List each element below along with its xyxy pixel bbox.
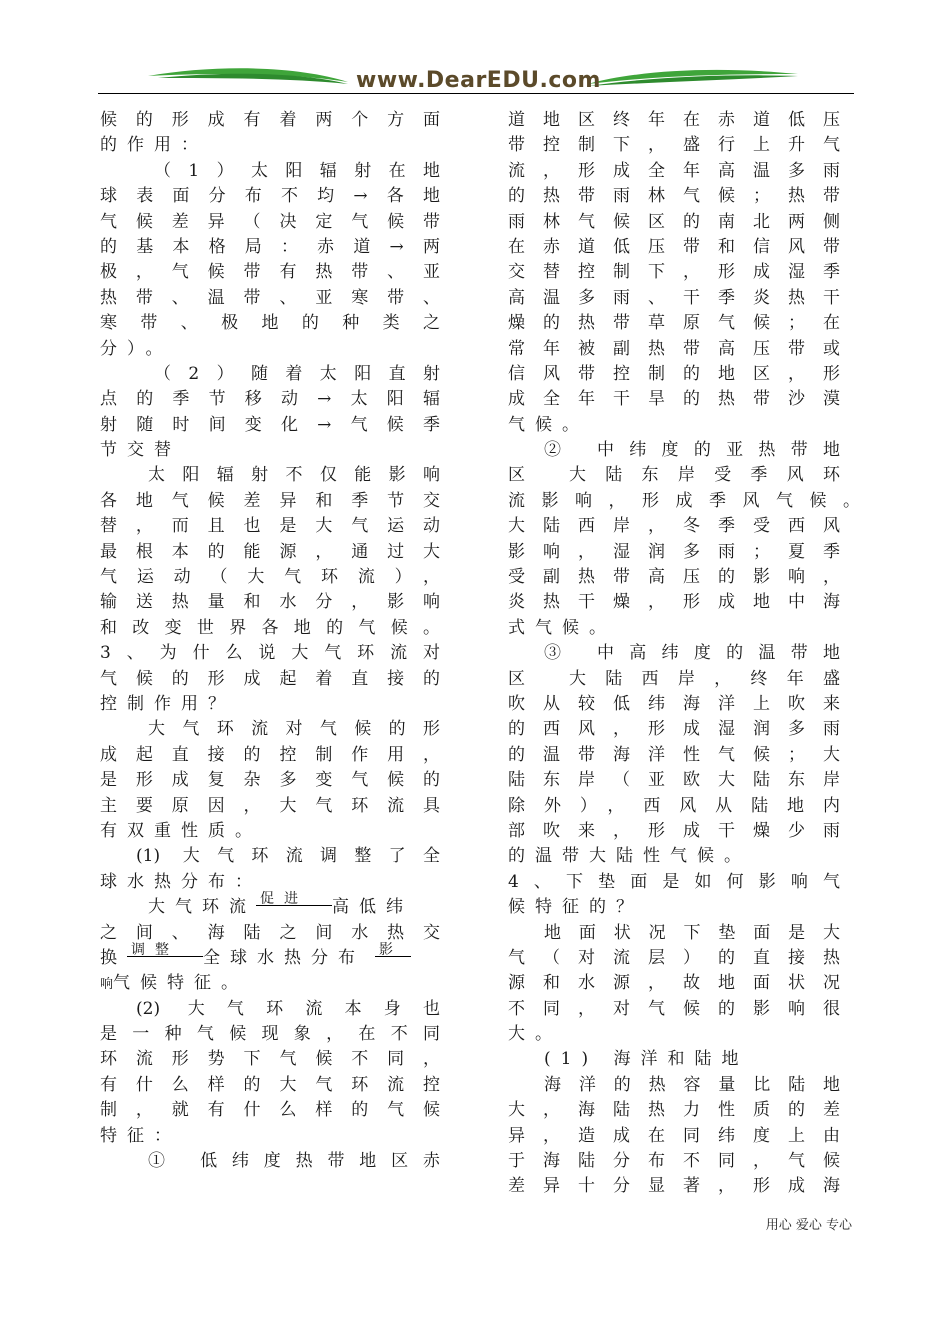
section-heading: 气候的形成起着直接的 <box>100 668 440 689</box>
arrow-suffix: 全球水热分布 <box>203 947 365 968</box>
text-line: 区 大陆西岸，终年盛 <box>508 668 840 689</box>
subsection-heading: (1) 海洋和陆地 <box>544 1049 749 1070</box>
section-heading: 4、下垫面是如何影响气 <box>508 871 840 892</box>
text-line: 除外），西风从陆地内 <box>508 795 840 816</box>
text-line: 的基本格局：赤道→两 <box>100 236 440 257</box>
text-line: 吹从较低纬海洋上吹来 <box>508 693 840 714</box>
arrow-line <box>100 891 440 920</box>
right-column <box>508 108 860 1200</box>
text-line: 的温带海洋性气候；大 <box>508 744 840 765</box>
text-line: 的热带雨林气候；热带 <box>508 186 840 207</box>
text-line: 大陆西岸，冬季受西风 <box>508 516 840 537</box>
text-line: 气候。 <box>508 414 589 435</box>
text-line: 大，海陆热力性质的差 <box>508 1100 840 1121</box>
text-line: 气候特征。 <box>113 973 249 994</box>
text-line: 不同，对气候的影响很 <box>508 998 840 1019</box>
text-line: 流，形成全年高温多雨 <box>508 160 840 181</box>
text-line: 地面状况下垫面是大 <box>544 922 840 943</box>
text-line: 式气候。 <box>508 617 616 638</box>
text-line: 差异十分显著，形成海 <box>508 1176 840 1197</box>
text-line: 大。 <box>508 1024 562 1045</box>
arrow-suffix: 高低纬 <box>332 897 413 918</box>
arrow-prefix: 大气环流 <box>148 897 256 918</box>
arrow-line <box>100 971 440 996</box>
text-line: 大气环流对气候的形 <box>148 719 440 740</box>
adjust-arrow: 调整 <box>127 946 203 966</box>
text-line: 最根本的能源，通过大 <box>100 541 440 562</box>
text-line: 陆东岸（亚欧大陆东岸 <box>508 770 840 791</box>
text-line: 信风带控制的地区，形 <box>508 363 840 384</box>
text-line: 热带、温带、亚寒带、 <box>100 287 440 308</box>
text-line: 和改变世界各地的气候。 <box>100 617 440 638</box>
text-line: ③ 中高纬度的温带地 <box>544 643 840 664</box>
text-line: 分）。 <box>100 338 173 359</box>
text-line: 寒带、极地的种类之 <box>100 313 440 334</box>
header-rule <box>98 93 854 94</box>
text-line: 极，气候带有热带、亚 <box>100 262 440 283</box>
text-line: 有双重性质。 <box>100 820 262 841</box>
affect-label: 响 <box>100 977 114 993</box>
text-line: 源和水源，故地面状况 <box>508 973 840 994</box>
text-line: 特征： <box>100 1125 181 1146</box>
text-line: 射随时间变化→气候季 <box>100 414 440 435</box>
site-logo[interactable]: www.DearEDU.com <box>356 68 601 93</box>
text-line: 异，造成在同纬度上由 <box>508 1125 840 1146</box>
text-line: 气运动（大气环流）， <box>100 567 440 588</box>
section-heading: 3、为什么说大气环流对 <box>100 643 440 664</box>
text-line: 环流形势下气候不同， <box>100 1049 440 1070</box>
text-line: (2) 大气环流本身也 <box>136 998 440 1019</box>
text-line: 受副热带高压的影响， <box>508 567 840 588</box>
text-line: 是一种气候现象，在不同 <box>100 1024 440 1045</box>
text-line: 海洋的热容量比陆地 <box>544 1074 840 1095</box>
text-line: （1）太阳辐射在地 <box>154 160 440 181</box>
text-line: 点的季节移动→太阳辐 <box>100 389 440 410</box>
left-column <box>100 108 440 1174</box>
text-line: 区 大陆东岸受季风环 <box>508 465 840 486</box>
text-line: 成起直接的控制作用， <box>100 744 440 765</box>
text-line: （2）随着太阳直射 <box>154 363 440 384</box>
text-line: 高温多雨、干季炎热干 <box>508 287 840 308</box>
text-line: 替，而且也是大气运动 <box>100 516 440 537</box>
text-line: 部吹来，形成干燥少雨 <box>508 820 840 841</box>
text-line: 太阳辐射不仅能影响 <box>148 465 440 486</box>
text-line: 制，就有什么样的气候 <box>100 1100 440 1121</box>
text-line: 影响，湿润多雨；夏季 <box>508 541 840 562</box>
text-line: 雨林气候区的南北两侧 <box>508 211 840 232</box>
text-line: 候的形成有着两个方面 <box>100 110 440 130</box>
text-line: ② 中纬度的亚热带地 <box>544 440 840 461</box>
text-line: 流影响，形成季风气候。 <box>508 490 860 511</box>
text-line: 气候差异（决定气候带 <box>100 211 440 232</box>
text-line: 成全年干旱的热带沙漠 <box>508 389 840 410</box>
text-line: 在赤道低压带和信风带 <box>508 236 840 257</box>
text-line: 输送热量和水分，影响 <box>100 592 440 613</box>
text-line: 炎热干燥，形成地中海 <box>508 592 840 613</box>
text-line: 球表面分布不均→各地 <box>100 186 440 207</box>
text-line: 主要原因，大气环流具 <box>100 795 440 816</box>
text-line: 气（对流层）的直接热 <box>508 947 840 968</box>
text-line: 有什么样的大气环流控 <box>100 1074 440 1095</box>
text-line: 各地气候差异和季节交 <box>100 490 440 511</box>
text-line: 是形成复杂多变气候的 <box>100 770 440 791</box>
text-line: 球水热分布： <box>100 871 262 892</box>
text-line: 带控制下，盛行上升气 <box>508 135 840 156</box>
text-line: 常年被副热带高压带或 <box>508 338 840 359</box>
affect-arrow: 影 <box>375 946 411 966</box>
text-line: 的作用： <box>100 135 208 156</box>
promote-arrow: 促进 <box>256 895 332 915</box>
text-line: 节交替 <box>100 440 181 461</box>
text-line: 于海陆分布不同，气候 <box>508 1151 840 1172</box>
text-line: 的温带大陆性气候。 <box>508 846 751 867</box>
text-line: 的西风，形成湿润多雨 <box>508 719 840 740</box>
text-line: 道地区终年在赤道低压 <box>508 110 840 130</box>
section-heading: 控制作用？ <box>100 693 235 714</box>
text-line: 之间、海陆之间水热交 <box>100 922 440 943</box>
text-line: (1) 大气环流调整了全 <box>136 846 440 867</box>
page-footer: 用心 爱心 专心 <box>765 1218 852 1233</box>
text-line: 燥的热带草原气候；在 <box>508 313 840 334</box>
arrow-line <box>100 941 440 971</box>
text-line: ① 低纬度热带地区赤 <box>148 1151 440 1172</box>
arrow-prefix: 换 <box>100 947 127 968</box>
text-line: 交替控制下，形成湿季 <box>508 262 840 283</box>
section-heading: 候特征的？ <box>508 897 643 918</box>
